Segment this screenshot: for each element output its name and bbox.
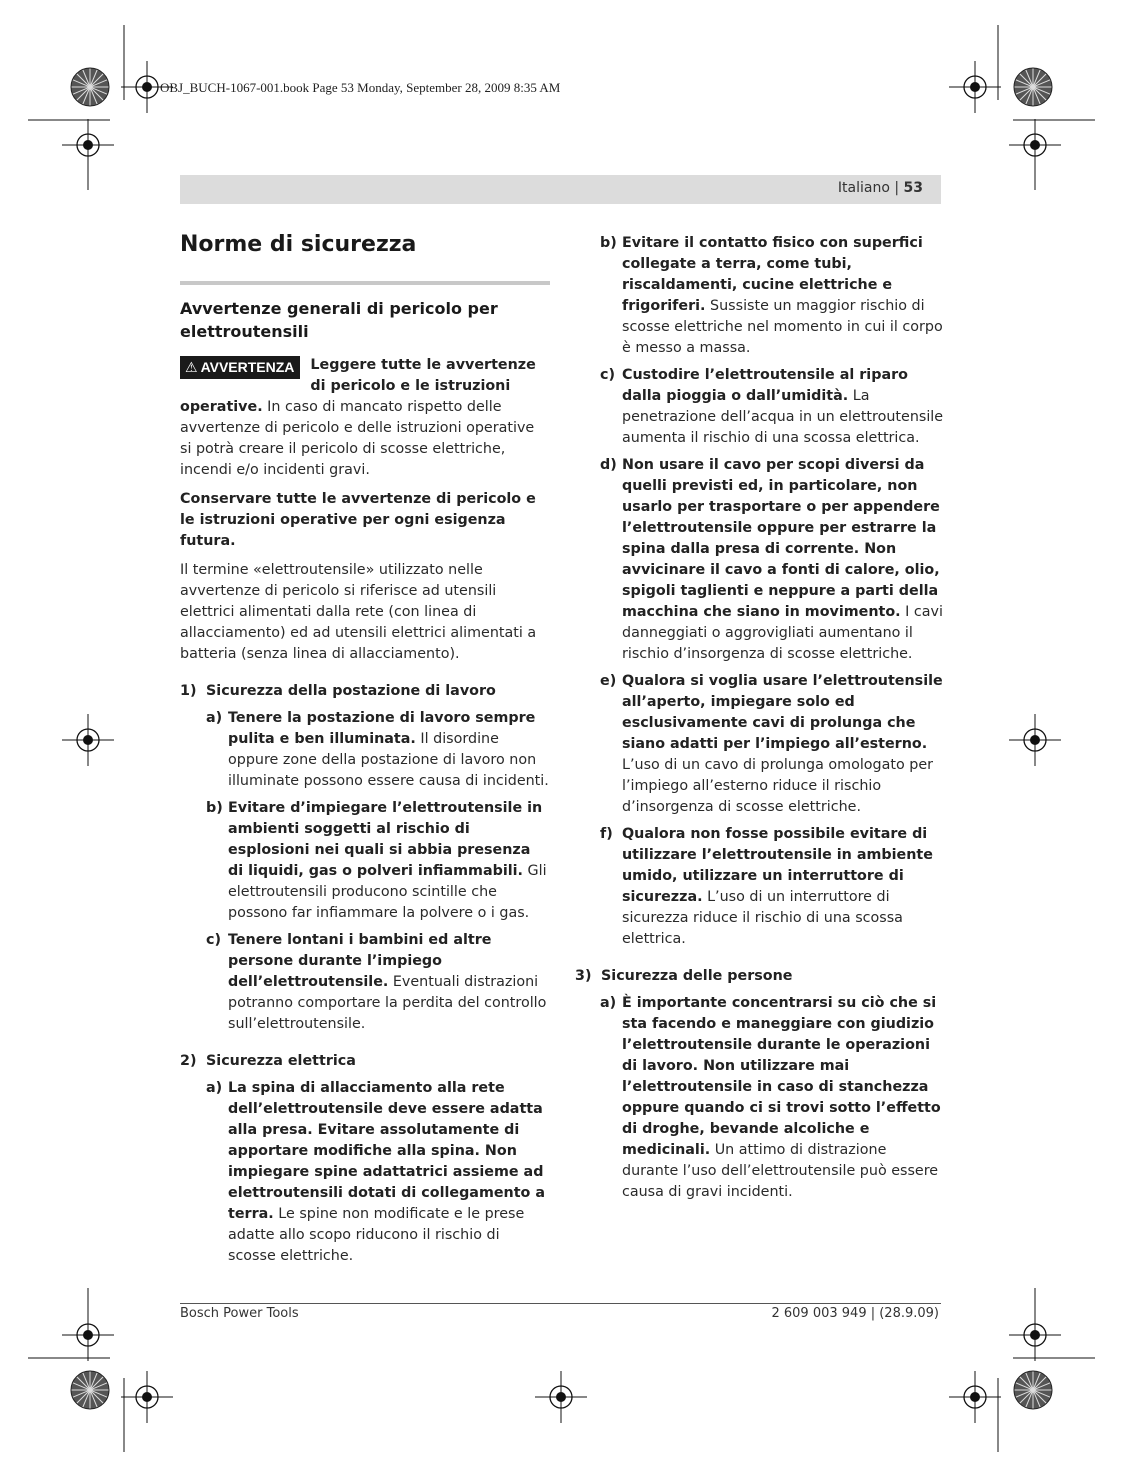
item-text: Sussiste un maggior rischio di scosse elettriche nel momento in cui il corpo è messo a massa. — [622, 298, 943, 356]
term-paragraph: Il termine «elettroutensile» utilizzato nelle avvertenze di pericolo si riferisce ad utensili elettrici alimentati dalla rete (con linea di allacciamento) ed ad utensili elettrici alimentati a batteria (senza linea di allacciamento). — [180, 562, 537, 662]
item-letter: e) — [600, 673, 617, 689]
item-bold: Qualora non fosse possibile evitare di utilizzare l’elettroutensile in ambiente umido, utilizzare un interruttore di sicurezza. — [622, 826, 933, 905]
left-column — [180, 230, 550, 1267]
item-text: I cavi danneggiati o aggrovigliati aumentano il rischio d’insorgenza di scosse elettriche. — [622, 604, 943, 662]
list-item — [575, 824, 945, 950]
item-bold: Evitare il contatto fisico con superfici collegate a terra, come tubi, riscaldamenti, cucine elettriche e frigoriferi. — [622, 235, 923, 314]
item-letter: c) — [600, 367, 616, 383]
section-1-heading — [180, 681, 550, 702]
list-item — [575, 233, 945, 359]
header-page-number: 53 — [903, 180, 923, 196]
item-bold: Evitare d’impiegare l’elettroutensile in ambienti soggetti al rischio di esplosioni nei quali si abbia presenza di liquidi, gas o polveri infiammabili. — [228, 800, 543, 879]
item-text: Le spine non modificate e le prese adatte allo scopo riducono il rischio di scosse elettriche. — [228, 1206, 525, 1264]
warning-triangle-icon: ⚠ — [185, 359, 198, 375]
item-text: L’uso di un interruttore di sicurezza riduce il rischio di una scossa elettrica. — [622, 889, 903, 947]
item-letter: a) — [206, 710, 223, 726]
section-2-number: 2) — [180, 1053, 197, 1069]
warning-badge — [180, 356, 300, 379]
section-2-title: Sicurezza elettrica — [206, 1053, 356, 1069]
keep-notice-text: Conservare tutte le avvertenze di pericolo e le istruzioni operative per ogni esigenza futura. — [180, 491, 536, 549]
item-text: L’uso di un cavo di prolunga omologato per l’impiego all’esterno riduce il rischio d’insorgenza di scosse elettriche. — [622, 757, 934, 815]
warning-badge-label: AVVERTENZA — [200, 359, 295, 375]
list-item — [575, 993, 945, 1203]
item-text: Gli elettroutensili producono scintille che possono far infiammare la polvere o i gas. — [228, 863, 547, 921]
item-bold: È importante concentrarsi su ciò che si sta facendo e maneggiare con giudizio l’elettroutensile durante le operazioni di lavoro. Non utilizzare mai l’elettroutensile in caso di stanchezza oppure quando ci si trovi sotto l’effetto di droghe, bevande alcoliche e medicinali. — [622, 995, 941, 1158]
footer-doc-ref: 2 609 003 949 | (28.9.09) — [771, 1306, 939, 1321]
section-2-heading — [180, 1051, 550, 1072]
print-job-info: OBJ_BUCH-1067-001.book Page 53 Monday, September 28, 2009 8:35 AM — [160, 80, 561, 95]
section-3-number: 3) — [575, 968, 592, 984]
list-item — [180, 930, 550, 1035]
item-letter: a) — [206, 1080, 223, 1096]
list-item — [575, 365, 945, 449]
footer-divider — [180, 1303, 941, 1304]
footer-brand: Bosch Power Tools — [180, 1306, 299, 1321]
item-letter: a) — [600, 995, 617, 1011]
section-1-number: 1) — [180, 683, 197, 699]
item-letter: f) — [600, 826, 613, 842]
item-letter: d) — [600, 457, 617, 473]
warning-paragraph — [180, 355, 550, 481]
item-text: Eventuali distrazioni potranno comportare la perdita del controllo sull’elettroutensile. — [228, 974, 547, 1032]
section-3-title: Sicurezza delle persone — [601, 968, 793, 984]
item-bold: Tenere la postazione di lavoro sempre pulita e ben illuminata. — [228, 710, 536, 747]
item-text: Il disordine oppure zone della postazione di lavoro non illuminate possono essere causa di incidenti. — [228, 731, 549, 789]
warning-lead: Leggere tutte le avvertenze di pericolo e le istruzioni operative. — [180, 357, 536, 415]
item-letter: c) — [206, 932, 222, 948]
warning-text: In caso di mancato rispetto delle avvertenze di pericolo e delle istruzioni operative si potrà creare il pericolo di scosse elettriche, incendi e/o incidenti gravi. — [180, 399, 535, 478]
list-item — [575, 671, 945, 818]
header-language: Italiano — [837, 180, 890, 196]
item-bold: Tenere lontani i bambini ed altre persone durante l’impiego dell’elettroutensile. — [228, 932, 492, 990]
item-bold: La spina di allacciamento alla rete dell’elettroutensile deve essere adatta alla presa. Evitare assolutamente di apportare modifiche alla spina. Non impiegare spine adattatrici assieme ad elettroutensili dotati di collegamento a terra. — [228, 1080, 546, 1222]
item-text: La penetrazione dell’acqua in un elettroutensile aumenta il rischio di una scossa elettrica. — [622, 388, 944, 446]
section-heading: Avvertenze generali di pericolo per elettroutensili — [180, 299, 498, 341]
item-bold: Non usare il cavo per scopi diversi da quelli previsti ed, in particolare, non usarlo per trasportare o per appendere l’elettroutensile oppure per estrarre la spina dalla presa di corrente. Non avvicinare il cavo a fonti di calore, olio, spigoli taglienti e neppure a parti della macchina che siano in movimento. — [622, 457, 940, 620]
item-letter: b) — [206, 800, 223, 816]
list-item — [180, 708, 550, 792]
keep-notice — [180, 489, 550, 552]
list-item — [575, 455, 945, 665]
header-separator: | — [894, 180, 900, 196]
page-header — [180, 175, 941, 204]
right-column — [575, 233, 945, 1203]
list-item — [180, 798, 550, 924]
item-text: Un attimo di distrazione durante l’uso dell’elettroutensile può essere causa di gravi incidenti. — [622, 1142, 939, 1200]
list-item — [180, 1078, 550, 1267]
section-1-title: Sicurezza della postazione di lavoro — [206, 683, 496, 699]
section-3-heading — [575, 966, 945, 987]
item-bold: Custodire l’elettroutensile al riparo dalla pioggia o dall’umidità. — [622, 367, 908, 404]
item-bold: Qualora si voglia usare l’elettroutensile all’aperto, impiegare solo ed esclusivamente cavi di prolunga che siano adatti per l’impiego all’esterno. — [622, 673, 943, 752]
item-letter: b) — [600, 235, 617, 251]
header-text — [838, 180, 923, 196]
page-title: Norme di sicurezza — [180, 230, 550, 285]
